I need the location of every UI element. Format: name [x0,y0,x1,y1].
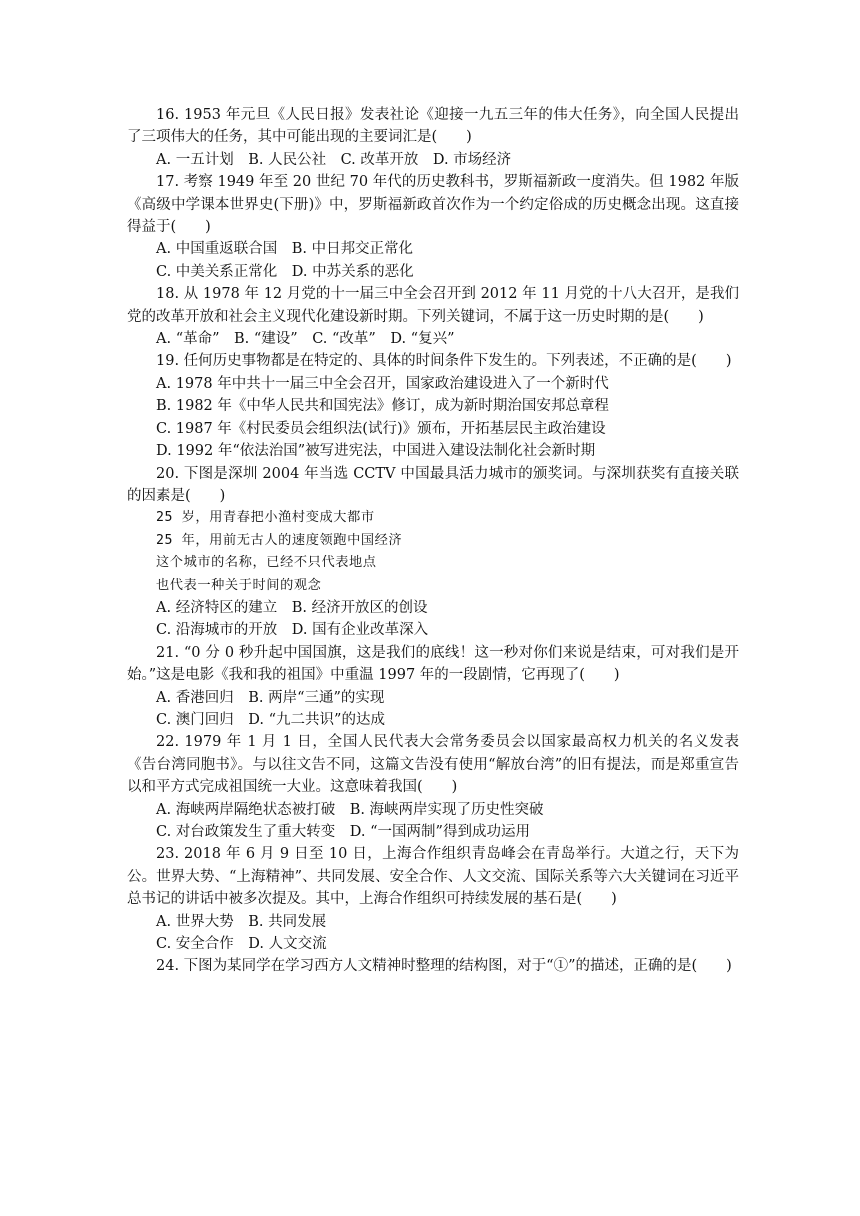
option-line: A. 海峡两岸隔绝状态被打破 B. 海峡两岸实现了历史性突破 [156,801,544,818]
question-18 [127,283,739,350]
option-line: C. 澳门回归 D. “九二共识”的达成 [156,711,385,728]
award-citation-line: 25 岁，用青春把小渔村变成大都市 [156,510,375,526]
question-stem: 24. 下图为某同学在学习西方人文精神时整理的结构图，对于“①”的描述，正确的是( ) [156,958,732,975]
option-line: B. 1982 年《中华人民共和国宪法》修订，成为新时期治国安邦总章程 [156,398,609,415]
option-line: C. 安全合作 D. 人文交流 [156,936,327,953]
question-stem: 19. 任何历史事物都是在特定的、具体的时间条件下发生的。下列表述，不正确的是( ) [156,353,732,370]
question-stem: 22. 1979 年 1 月 1 日，全国人民代表大会常务委员会以国家最高权力机关的名义发表《告台湾同胞书》。与以往文告不同，这篇文告没有使用“解放台湾”的旧有提法，而是郑重宣告以和平方式完成祖国统一大业。这意味着我国( ) [127,734,739,796]
question-24 [127,955,739,977]
question-stem: 21. “0 分 0 秒升起中国国旗，这是我们的底线！这一秒对你们来说是结束，可对我们是开始。”这是电影《我和我的祖国》中重温 1997 年的一段剧情，它再现了( ) [127,644,739,684]
question-stem: 23. 2018 年 6 月 9 日至 10 日，上海合作组织青岛峰会在青岛举行。大道之行，天下为公。世界大势、“上海精神”、共同发展、安全合作、人文交流、国际关系等六大关键词在习近平总书记的讲话中被多次提及。其中，上海合作组织可持续发展的基石是( ) [127,846,739,908]
option-line: A. 世界大势 B. 共同发展 [156,913,327,930]
option-line: A. 香港回归 B. 两岸“三通”的实现 [156,689,385,706]
award-citation-line: 25 年，用前无古人的速度领跑中国经济 [156,532,403,548]
option-line: A. 经济特区的建立 B. 经济开放区的创设 [156,599,428,616]
question-stem: 18. 从 1978 年 12 月党的十一届三中全会召开到 2012 年 11 月党的十八大召开，是我们党的改革开放和社会主义现代化建设新时期。下列关键词，不属于这一历史时期的是( ) [127,286,739,325]
question-16 [127,104,739,171]
option-line: A. “革命” B. “建设” C. “改革” D. “复兴” [156,331,455,348]
question-22 [127,731,739,843]
question-21 [127,642,739,732]
question-stem: 16. 1953 年元旦《人民日报》发表社论《迎接一九五三年的伟大任务》，向全国人民提出了三项伟大的任务，其中可能出现的主要词汇是( ) [127,107,739,146]
question-23 [127,843,739,955]
option-line: C. 对台政策发生了重大转变 D. “一国两制”得到成功运用 [156,824,530,840]
option-line: A. 1978 年中共十一届三中全会召开，国家政治建设进入了一个新时代 [156,375,609,392]
award-citation-line: 这个城市的名称，已经不只代表地点 [156,555,377,571]
option-line: C. 沿海城市的开放 D. 国有企业改革深入 [156,622,429,639]
option-line: A. 中国重返联合国 B. 中日邦交正常化 [156,241,414,258]
option-line: D. 1992 年“依法治国”被写进宪法，中国进入建设法制化社会新时期 [156,443,596,460]
option-line: A. 一五计划 B. 人民公社 C. 改革开放 D. 市场经济 [156,151,512,168]
award-citation-line: 也代表一种关于时间的观念 [156,577,322,593]
option-line: C. 中美关系正常化 D. 中苏关系的恶化 [156,263,414,280]
question-list [127,104,739,978]
option-line: C. 1987 年《村民委员会组织法(试行)》颁布，开拓基层民主政治建设 [156,420,606,437]
question-20 [127,463,739,642]
question-19 [127,350,739,462]
question-stem: 20. 下图是深圳 2004 年当选 CCTV 中国最具活力城市的颁奖词。与深圳获奖有直接关联的因素是( ) [127,465,739,504]
question-17 [127,171,739,283]
question-stem: 17. 考察 1949 年至 20 世纪 70 年代的历史教科书，罗斯福新政一度消失。但 1982 年版《高级中学课本世界史(下册)》中，罗斯福新政首次作为一个约定俗成的历史概念出现。这直接得益于( ) [127,174,739,236]
